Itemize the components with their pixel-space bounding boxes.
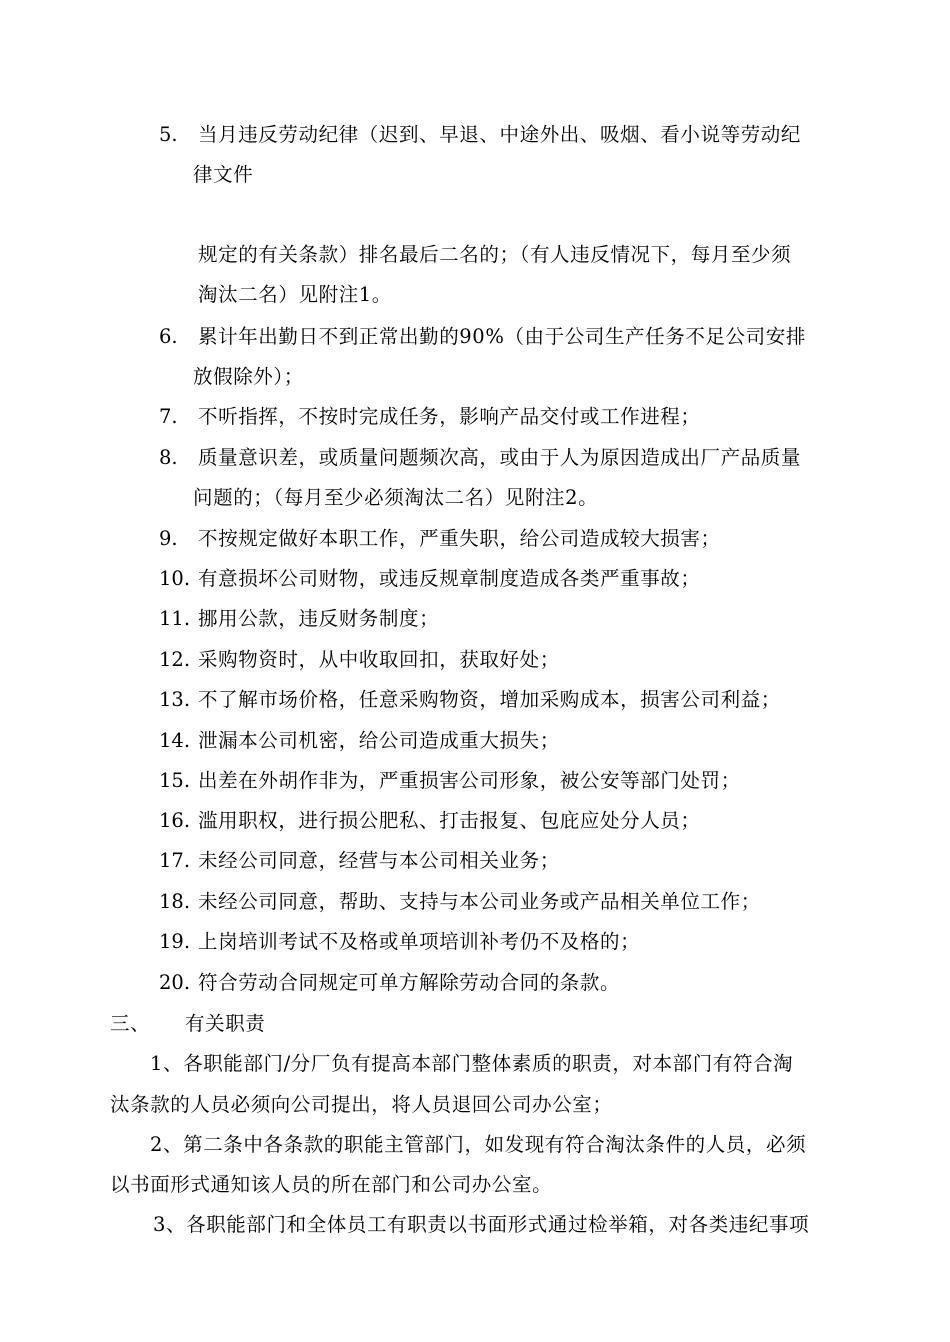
list-number: 13. <box>159 688 191 711</box>
list-item-text: 放假除外）； <box>193 365 304 388</box>
list-number: 8. <box>159 446 178 469</box>
list-item-text: 未经公司同意，帮助、支持与本公司业务或产品相关单位工作； <box>198 890 761 913</box>
list-item-text: 质量意识差，或质量问题频次高，或由于人为原因造成出厂产品质量 <box>198 446 802 469</box>
list-item-text: 不了解市场价格，任意采购物资，增加采购成本，损害公司利益； <box>198 688 781 711</box>
list-number: 17. <box>159 849 191 872</box>
list-number: 15. <box>159 769 191 792</box>
list-number: 5. <box>159 123 178 146</box>
list-item-text: 滥用职权，进行损公肥私、打击报复、包庇应处分人员； <box>198 809 701 832</box>
list-number: 20. <box>159 971 191 994</box>
list-item-text: 律文件 <box>193 163 254 186</box>
list-item-text: 有意损坏公司财物，或违反规章制度造成各类严重事故； <box>198 567 701 590</box>
list-item-text: 当月违反劳动纪律（迟到、早退、中途外出、吸烟、看小说等劳动纪 <box>198 123 802 146</box>
list-number: 11. <box>159 607 191 630</box>
list-number: 7. <box>159 405 178 428</box>
list-item-text: 上岗培训考试不及格或单项培训补考仍不及格的； <box>198 930 641 953</box>
paragraph-line: 以书面形式通知该人员的所在部门和公司办公室。 <box>110 1173 553 1196</box>
list-number: 18. <box>159 890 191 913</box>
list-number: 16. <box>159 809 191 832</box>
list-number: 14. <box>159 729 191 752</box>
list-number: 19. <box>159 930 191 953</box>
paragraph-line: 1、各职能部门/分厂负有提高本部门整体素质的职责，对本部门有符合淘 <box>150 1052 794 1075</box>
list-item-text: 规定的有关条款）排名最后二名的；（有人违反情况下，每月至少须 <box>198 243 792 266</box>
list-item-text: 挪用公款，违反财务制度； <box>198 607 440 630</box>
list-number: 12. <box>159 648 191 671</box>
list-item-text: 出差在外胡作非为，严重损害公司形象，被公安等部门处罚； <box>198 769 741 792</box>
list-item-text: 符合劳动合同规定可单方解除劳动合同的条款。 <box>198 971 621 994</box>
list-item-text: 不听指挥，不按时完成任务，影响产品交付或工作进程； <box>198 405 701 428</box>
section-number: 三、 <box>110 1012 151 1035</box>
list-item-text: 淘汰二名）见附注1。 <box>198 283 392 306</box>
section-title: 有关职责 <box>185 1012 266 1035</box>
paragraph-line: 3、各职能部门和全体员工有职责以书面形式通过检举箱，对各类违纪事项 <box>153 1213 810 1236</box>
list-item-text: 未经公司同意，经营与本公司相关业务； <box>198 849 560 872</box>
list-number: 6. <box>159 325 178 348</box>
list-item-text: 不按规定做好本职工作，严重失职，给公司造成较大损害； <box>198 527 721 550</box>
list-item-text: 采购物资时，从中收取回扣，获取好处； <box>198 648 560 671</box>
paragraph-line: 2、第二条中各条款的职能主管部门，如发现有符合淘汰条件的人员，必须 <box>150 1133 807 1156</box>
list-item-text: 累计年出勤日不到正常出勤的90%（由于公司生产任务不足公司安排 <box>198 325 806 348</box>
list-item-text: 泄漏本公司机密，给公司造成重大损失； <box>198 729 560 752</box>
list-number: 9. <box>159 527 178 550</box>
list-number: 10. <box>159 567 191 590</box>
list-item-text: 问题的；（每月至少必须淘汰二名）见附注2。 <box>193 486 599 509</box>
paragraph-line: 汰条款的人员必须向公司提出，将人员退回公司办公室； <box>110 1093 613 1116</box>
